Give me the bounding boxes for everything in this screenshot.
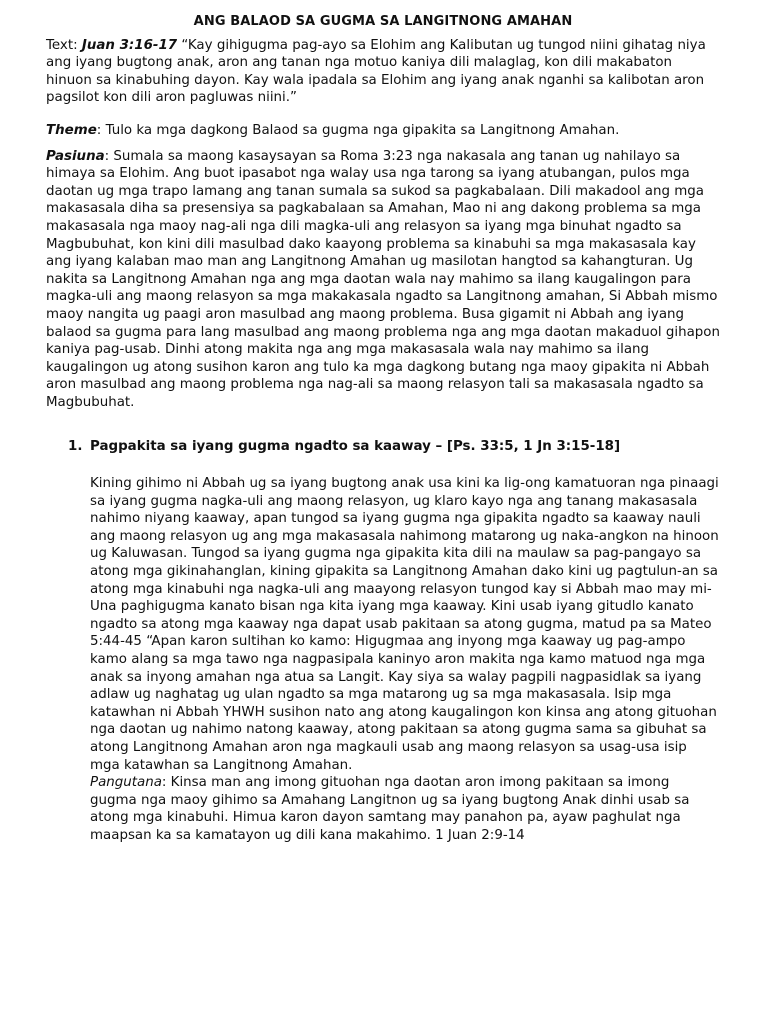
section-1-number: 1. [68, 439, 83, 455]
pasiuna-colon: : [104, 148, 110, 164]
theme-paragraph [46, 122, 720, 140]
question-body: : Kinsa man ang imong gituohan nga daotan aron imong pakitaan sa imong gugma nga maoy gihimo sa Amahang Langitnon ug sa iyang bugtong Anak dinhi usab sa atong mga kinabuhi. Himua karon dayon samtang may panahon pa, ayaw paghulat nga maapsan ka sa kamatayon ug dili kana makahimo. 1 Juan 2:9-14 [90, 775, 690, 843]
text-paragraph [46, 37, 720, 107]
pasiuna-body: Sumala sa maong kasaysayan sa Roma 3:23 nga nakasala ang tanan ug nahilayo sa himaya sa Elohim. Ang buot ipasabot nga walay usa nga tarong sa iyang atubangan, pulos mga daotan ug mga trapo lamang ang tanan sumala sa sukod sa pagkabalaan. Dili makadool ang mga makasasala diha sa presensiya sa pagkabalaan sa Amahan, Mao ni ang dakong problema sa mga makasasala nga maoy nag-ali nga dili magka-uli ang relasyon sa iyang mga binuhat ngadto sa Magbubuhat, kon kini dili masulbad dako kaayong problema sa kinabuhi sa mga makasasala kay ang iyang kalaban mao man ang Langitnong Amahan ug masilotan hangtod sa kahangturan. Ug nakita sa Langitnong Amahan nga ang mga daotan wala nay mahimo sa ilang kaugalingon para magka-uli ang maong relasyon sa mga makakasala ngadto sa Langitnong amahan, Si Abbah mismo maoy nangita ug paagi aron masulbad ang maong problema. Busa gigamit ni Abbah ang iyang balaod sa gugma para lang masulbad ang maong problema nga ang mga daotan makaduol gihapon kaniya pag-usab. Dinhi atong makita nga ang mga makasasala wala nay mahimo sa ilang kaugalingon ug atong susihon karon ang tulo ka mga dagkong butang nga maoy gipakita ni Abbah aron masulbad ang maong problema nga nag-ali sa maong relasyon tali sa makasasala ngadto sa Magbubuhat. [46, 148, 720, 410]
section-1-title: Pagpakita sa iyang gugma ngadto sa kaaway – [Ps. 33:5, 1 Jn 3:15-18] [90, 439, 621, 455]
question-paragraph [90, 774, 720, 844]
scripture-reference: Juan 3:16-17 [81, 37, 178, 53]
theme-label: Theme [46, 122, 97, 138]
section-1-paragraph: Kining gihimo ni Abbah ug sa iyang bugtong anak usa kini ka lig-ong kamatuoran nga pinaagi sa iyang gugma nagka-uli ang maong relasyon, ug klaro kayo nga ang tanang makasasala nahimo niyang kaaway, apan tungod sa iyang gugma nga gipakita ngadto sa kaaway nauli ang maong relasyon ug ang mga makasasala nahimong matarong ug naka-angkon na hinoon ug Kaluwasan. Tungod sa iyang gugma nga gipakita kita dili na maulaw sa pag-pangayo sa atong mga gikinahanglan, kining gipakita sa Langitnong Amahan dako kini ug pagtulun-an sa atong mga kinabuhi nga nagka-uli ang maayong relasyon tungod kay si Abbah mao may mi-Una paghigugma kanato bisan nga kita iyang mga kaaway. Kini usab iyang gitudlo kanato ngadto sa atong mga kaaway nga dapat usab pakitaan sa atong gugma, matud pa sa Mateo 5:44-45 “Apan karon sultihan ko kamo: Higugmaa ang inyong mga kaaway ug pag-ampo kamo alang sa mga tawo nga nagpasipala kaninyo aron makita nga kamo matuod nga mga anak sa inyong amahan nga atua sa Langit. Kay siya sa walay pagpili nagpasidlak sa iyang adlaw ug naghatag ug ulan ngadto sa mga matarong ug sa mga makasasala. Isip mga katawhan ni Abbah YHWH susihon nato ang atong kaugalingon kon kinsa ang atong gituohan nga daotan ug nahimo natong kaaway, atong pakitaan sa atong gugma sama sa gibuhat sa atong Langitnong Amahan aron nga magkauli usab ang maong relasyon sa usag-usa isip mga katawhan sa Langitnong Amahan. [90, 476, 719, 773]
theme-body: Tulo ka mga dagkong Balaod sa gugma nga gipakita sa Langitnong Amahan. [101, 122, 620, 138]
document-title: ANG BALAOD SA GUGMA SA LANGITNONG AMAHAN [193, 14, 573, 29]
text-body: “Kay gihigugma pag-ayo sa Elohim ang Kalibutan ug tungod niini gihatag niya ang iyang bugtong anak, aron ang tanan nga motuo kaniya dili malaglag, kon dili makabaton hinuon sa kinabuhing dayon. Kay wala ipadala sa Elohim ang iyang anak nganhi sa kalibotan aron pagsilot kon dili aron pagluwas niini.” [46, 37, 706, 106]
question-label: Pangutana [90, 775, 162, 791]
section-1-body [90, 475, 720, 844]
section-1 [46, 438, 720, 844]
section-1-heading [46, 438, 720, 456]
pasiuna-paragraph [46, 148, 720, 412]
text-label: Text: [46, 37, 78, 53]
theme-colon: : [96, 122, 102, 138]
pasiuna-label: Pasiuna [46, 148, 105, 164]
